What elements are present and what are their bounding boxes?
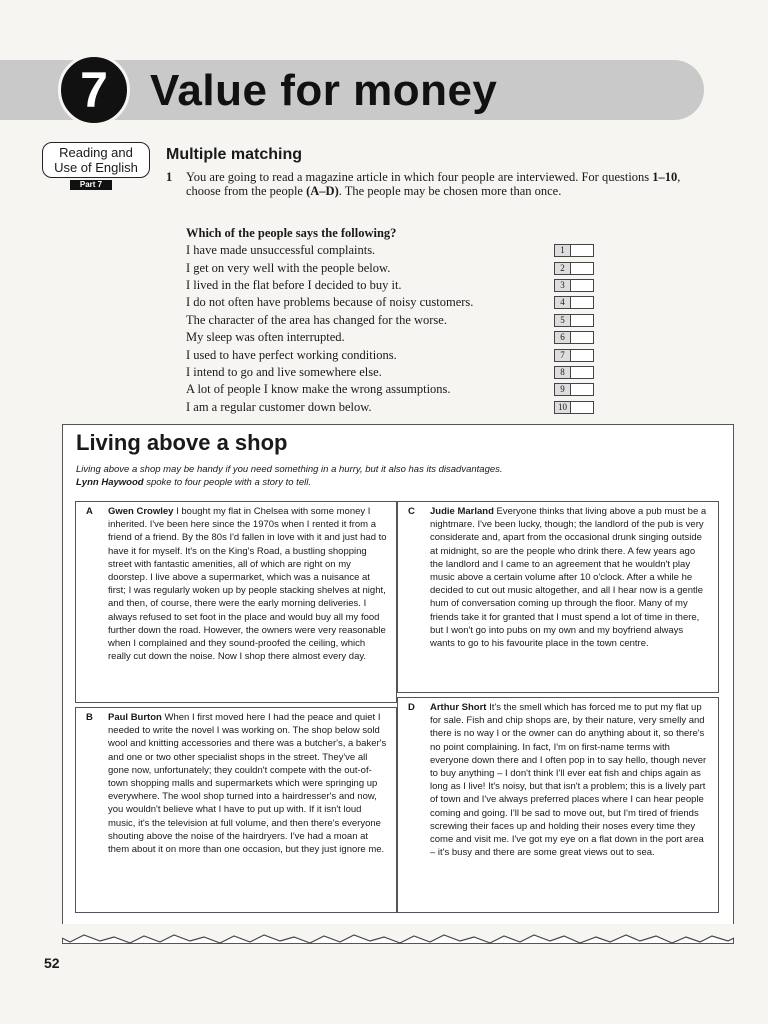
question-number: 4 — [554, 296, 571, 309]
answer-box[interactable] — [571, 383, 594, 396]
person-letter: D — [408, 702, 415, 713]
question-number: 10 — [554, 401, 571, 414]
article-title: Living above a shop — [76, 430, 288, 455]
instruction-part: You are going to read a magazine article in which four people are interviewed. For questions — [186, 170, 653, 184]
question-number: 9 — [554, 383, 571, 396]
answer-box[interactable] — [571, 262, 594, 275]
article-intro-rest: spoke to four people with a story to tell. — [143, 477, 311, 488]
instruction-people: (A–D) — [306, 184, 339, 198]
person-text: I bought my flat in Chelsea with some money I inherited. I've been here since the 1970s when I rented it from a friend of a friend. By the 80s I'd fallen in love with it and just had to have it for myself. It's on the King's Road, a bustling shopping street with fantastic amenities, all of which are right on my doorstep. I live above a supermarket, which was a nuisance at first; I was regularly woken up by people stacking shelves at night, and then, of course, there were the early morning deliveries. I always refused to set foot in the place and would buy all my food further down the road. However, the owners were very reasonable when I complained and they sound-proofed the ceiling, which really cut down the noise. Now I shop there almost every day. — [108, 506, 387, 663]
question-number: 6 — [554, 331, 571, 344]
answer-box[interactable] — [571, 331, 594, 344]
torn-edge — [0, 924, 768, 954]
person-d-panel — [397, 697, 719, 913]
question-text: My sleep was often interrupted. — [186, 330, 345, 345]
person-letter: B — [86, 712, 93, 723]
section-label — [42, 142, 150, 178]
answer-box[interactable] — [571, 244, 594, 257]
question-row — [186, 259, 596, 276]
question-text: I intend to go and live somewhere else. — [186, 364, 382, 379]
question-text: I get on very well with the people below. — [186, 260, 391, 275]
question-row — [186, 346, 596, 363]
exercise-heading: Multiple matching — [166, 146, 302, 163]
question-text: The character of the area has changed for the worse. — [186, 312, 447, 327]
answer-box[interactable] — [571, 349, 594, 362]
person-text: It's the smell which has forced me to put my flat up for sale. Fish and chip shops are, by their nature, very smelly and there is no way I or the owner can do anything about it, so there's no point complaining. In fact, I'm on first-name terms with everyone down there and I often pop in to say hello, though never to buy anything – I don't think I'll ever eat fish and chips again as long as I live! It's noisy, but that isn't a problem; this is a lively part of town and I've always preferred places where I can hear people coming and going. I'll be sad to move out, but I'm tired of friends screwing their faces up and holding their noses every time they come and visit me. I've got my eye on a flat down in the port area – it's busy and there are some great views out to sea. — [430, 702, 707, 859]
question-row — [186, 242, 596, 259]
question-row — [186, 294, 596, 311]
question-number: 1 — [554, 244, 571, 257]
question-list — [186, 242, 596, 416]
question-text: I am a regular customer down below. — [186, 399, 372, 414]
instruction-part: . The people may be chosen more than once. — [338, 184, 562, 198]
person-text: Everyone thinks that living above a pub must be a nightmare. I've been lucky, though; the landlord of the pub is very considerate and, apart from the occasional drunk singing outside at midnight, so are the people who drink there. A few years ago the landlord and I came to an agreement that he wouldn't play music above a certain volume after 10 o'clock. After a while he decided to cut out music altogether, and all I hear now is a gentle hum of conversation coming up through the floor. Many of my friends take it for granted that I must spend a lot of time in there, but I won't go into pubs on my own and my boyfriend always wants to go to his favourite place in the town centre. — [430, 506, 707, 650]
question-text: I used to have perfect working conditions. — [186, 347, 397, 362]
question-row — [186, 277, 596, 294]
person-text: When I first moved here I had the peace and quiet I needed to write the novel I was working on. The shop below sold wool and knitting accessories and there was a butcher's, a baker's and one or two other specialist shops in the street. They've all gone now, unfortunately; they couldn't compete with the out-of-town shopping malls and supermarkets which were springing up everywhere. The wool shop turned into a hairdresser's and now, you wouldn't believe what I have to put up with. If it isn't loud music, it's the television at full volume, and then there's everyone shouting above the noise of the hairdryers. I've had a moan at them about it on more than one occasion, but they just ignore me. — [108, 712, 387, 856]
question-number: 2 — [554, 262, 571, 275]
person-name: Paul Burton — [108, 712, 162, 723]
answer-box[interactable] — [571, 279, 594, 292]
question-text: I lived in the flat before I decided to buy it. — [186, 277, 402, 292]
question-row — [186, 364, 596, 381]
person-name: Arthur Short — [430, 702, 487, 713]
question-text: I do not often have problems because of noisy customers. — [186, 295, 474, 310]
article-author: Lynn Haywood — [76, 477, 144, 488]
question-number: 8 — [554, 366, 571, 379]
page-number: 52 — [44, 955, 60, 971]
person-a-panel — [75, 501, 397, 703]
answer-box[interactable] — [571, 314, 594, 327]
question-heading: Which of the people says the following? — [186, 226, 397, 240]
section-label-line-1: Reading and — [59, 145, 133, 160]
unit-number: 7 — [58, 54, 130, 126]
part-badge: Part 7 — [70, 180, 112, 190]
section-label-line-2: Use of English — [54, 160, 138, 175]
person-name: Gwen Crowley — [108, 506, 174, 517]
person-c-panel — [397, 501, 719, 693]
person-name: Judie Marland — [430, 506, 494, 517]
instruction-part: , choose from the people — [186, 170, 681, 198]
person-b-panel — [75, 707, 397, 913]
person-letter: C — [408, 506, 415, 517]
task-number: 1 — [166, 170, 173, 184]
question-text: A lot of people I know make the wrong assumptions. — [186, 382, 451, 397]
question-text: I have made unsuccessful complaints. — [186, 243, 376, 258]
question-number: 3 — [554, 279, 571, 292]
question-number: 5 — [554, 314, 571, 327]
instruction-range: 1–10 — [652, 170, 678, 184]
answer-box[interactable] — [571, 401, 594, 414]
question-row — [186, 312, 596, 329]
unit-title: Value for money — [150, 66, 498, 115]
question-row — [186, 399, 596, 416]
article-intro — [76, 463, 716, 489]
person-letter: A — [86, 506, 93, 517]
answer-box[interactable] — [571, 366, 594, 379]
question-row — [186, 381, 596, 398]
question-number: 7 — [554, 349, 571, 362]
article-panel — [62, 424, 734, 944]
article-intro-line-2 — [76, 476, 716, 489]
task-instruction — [186, 170, 698, 198]
article-intro-line-1: Living above a shop may be handy if you need something in a hurry, but it also has its disadvantages. — [76, 464, 503, 475]
question-row — [186, 329, 596, 346]
answer-box[interactable] — [571, 296, 594, 309]
